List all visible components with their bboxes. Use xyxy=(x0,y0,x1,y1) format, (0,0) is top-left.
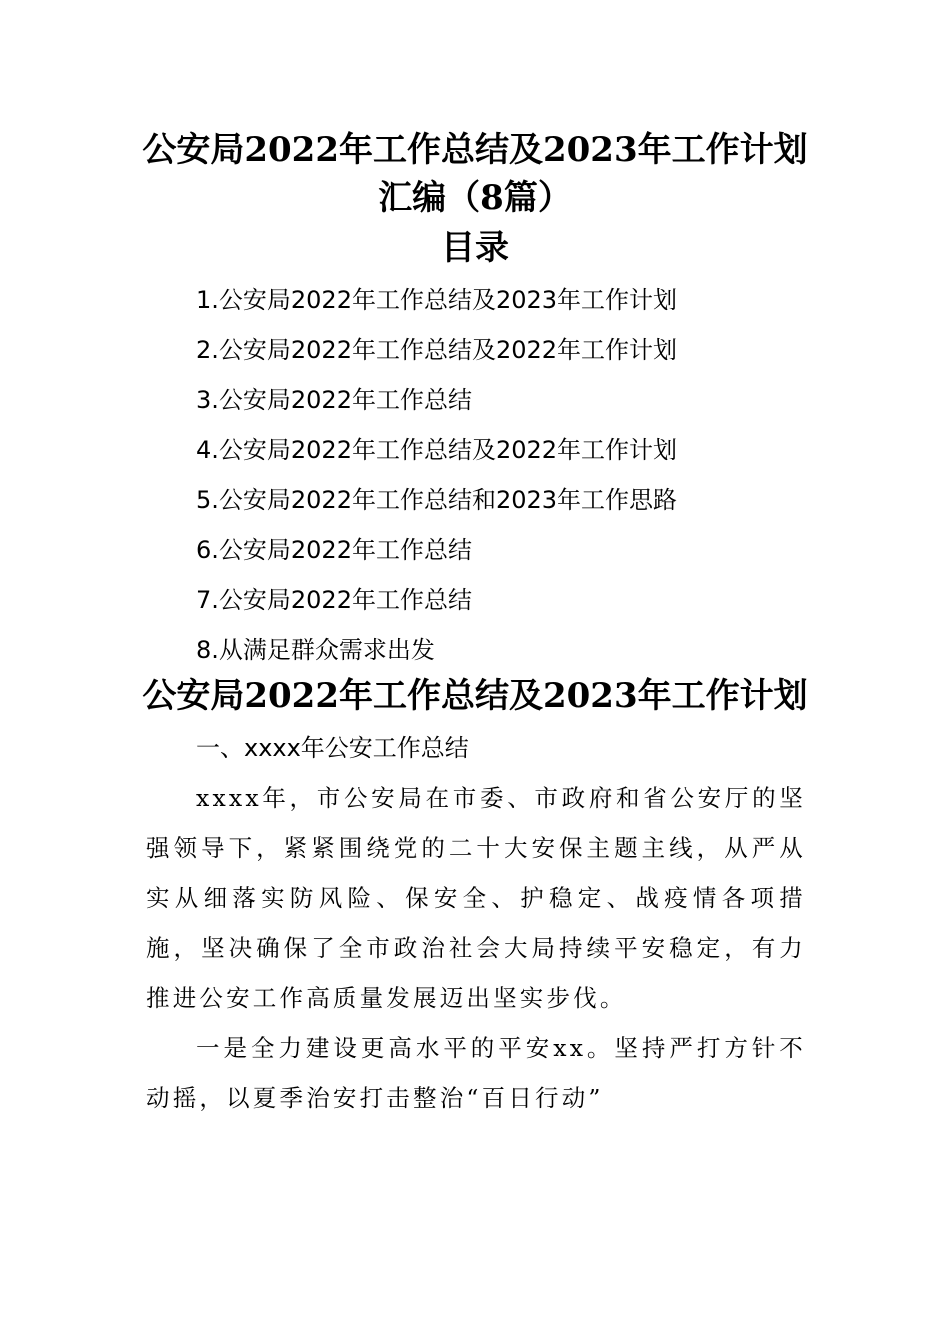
toc-item-8[interactable]: 8.从满足群众需求出发 xyxy=(196,636,435,664)
body-paragraph-1: xxxx年，市公安局在市委、市政府和省公安厅的坚强领导下，紧紧围绕党的二十大安保主题主线，从严从实从细落实防风险、保安全、护稳定、战疫情各项措施，坚决确保了全市政治社会大局持续平安稳定，有力推进公安工作高质量发展迈出坚实步伐。 xyxy=(146,784,806,1012)
toc-item-3[interactable]: 3.公安局2022年工作总结 xyxy=(196,386,472,414)
document-title-line-2: 汇编（8篇） xyxy=(378,178,572,218)
toc-item-5[interactable]: 5.公安局2022年工作总结和2023年工作思路 xyxy=(196,486,678,514)
section-title: 公安局2022年工作总结及2023年工作计划 xyxy=(142,676,808,716)
body-paragraph-2: 一是全力建设更高水平的平安xx。坚持严打方针不动摇，以夏季治安打击整治“百日行动” xyxy=(146,1034,806,1112)
toc-heading: 目录 xyxy=(441,228,509,268)
table-of-contents xyxy=(196,280,677,680)
toc-item-4[interactable]: 4.公安局2022年工作总结及2022年工作计划 xyxy=(196,436,678,464)
toc-item-7[interactable]: 7.公安局2022年工作总结 xyxy=(196,586,472,614)
toc-item-2[interactable]: 2.公安局2022年工作总结及2022年工作计划 xyxy=(196,336,678,364)
toc-item-1[interactable]: 1.公安局2022年工作总结及2023年工作计划 xyxy=(196,286,678,314)
document-title-line-1: 公安局2022年工作总结及2023年工作计划 xyxy=(142,130,808,170)
toc-item-6[interactable]: 6.公安局2022年工作总结 xyxy=(196,536,472,564)
section-heading: 一、xxxx年公安工作总结 xyxy=(196,734,469,762)
